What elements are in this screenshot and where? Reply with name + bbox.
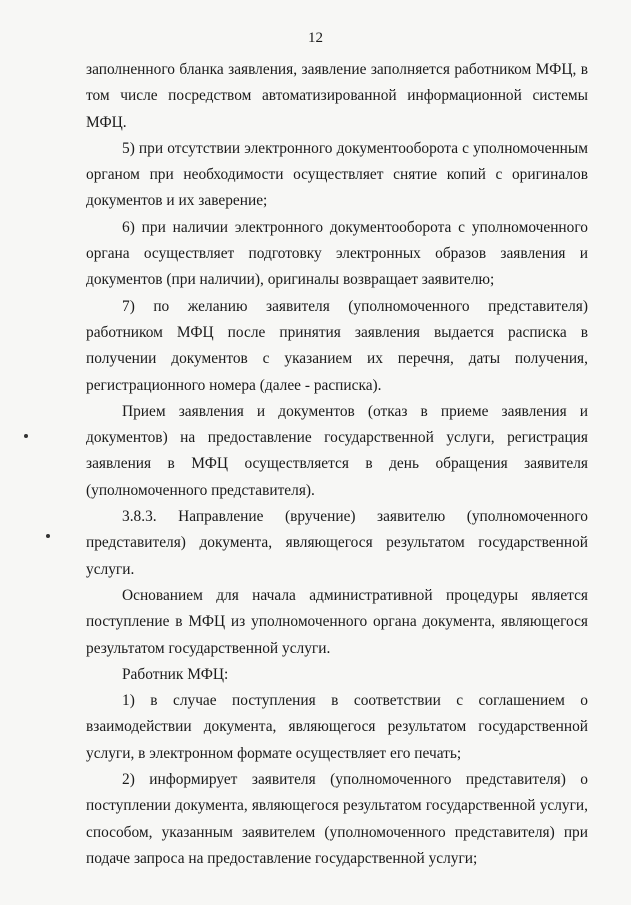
paragraph-item-2: 2) информирует заявителя (уполномоченного представителя) о поступлении документа, являющегося результатом государственной услуги, способом, указанным заявителем (уполномоченного представителя) при подаче запроса на предоставление государственной услуги; [86, 771, 588, 867]
scan-mark [46, 534, 50, 538]
paragraph-item-7: 7) по желанию заявителя (уполномоченного представителя) работником МФЦ после принятия заявления выдается расписка в получении документов с указанием их перечня, даты получения, регистрационного номера (далее - расписка). [86, 297, 588, 394]
page-number: 12 [308, 30, 323, 46]
paragraph-continuation: заполненного бланка заявления, заявление заполняется работником МФЦ, в том числе посредством автоматизированной информационной системы МФЦ. [86, 61, 588, 131]
paragraph-item-6: 6) при наличии электронного документооборота с уполномоченного органа осуществляет подготовку электронных образов заявления и документов (при наличии), оригиналы возвращает заявителю; [86, 218, 588, 289]
paragraph-reception: Прием заявления и документов (отказ в приеме заявления и документов) на предоставление государственной услуги, регистрация заявления в МФЦ осуществляется в день обращения заявителя (уполномоченного представителя). [86, 402, 588, 499]
paragraph-item-5: 5) при отсутствии электронного документооборота с уполномоченным органом при необходимости осуществляет снятие копий с оригиналов документов и их заверение; [86, 139, 588, 210]
paragraph-item-1: 1) в случае поступления в соответствии с соглашением о взаимодействии документа, являющегося результатом государственной услуги, в электронном формате осуществляет его печать; [86, 692, 588, 762]
document-body [86, 57, 588, 872]
section-3-8-3: 3.8.3. Направление (вручение) заявителю (уполномоченного представителя) документа, являющегося результатом государственной услуги. [86, 508, 588, 578]
paragraph-grounds: Основанием для начала административной процедуры является поступление в МФЦ из уполномоченного органа документа, являющегося результатом государственной услуги. [86, 586, 588, 657]
paragraph-mfc-worker: Работник МФЦ: [122, 665, 229, 683]
scan-mark [24, 434, 28, 438]
